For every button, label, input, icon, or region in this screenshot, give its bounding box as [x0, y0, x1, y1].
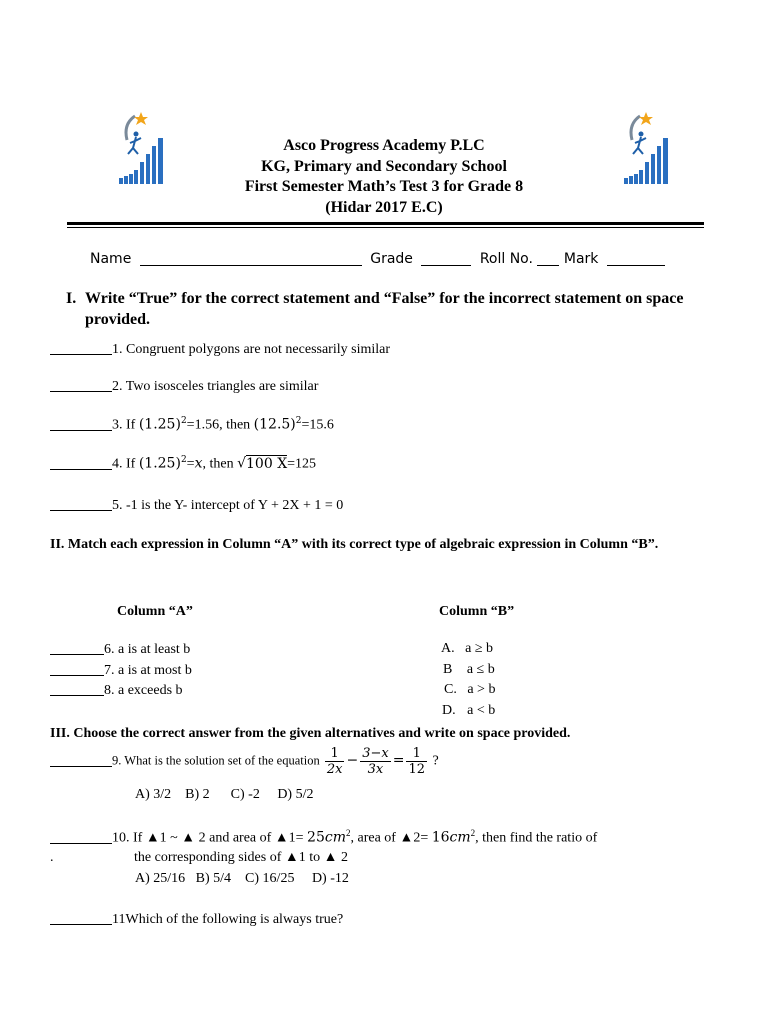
question-11	[50, 911, 343, 928]
document-header	[150, 136, 618, 218]
question-7	[50, 662, 192, 679]
area-2-unit: cm	[449, 829, 471, 846]
fraction-3-minus-x-over-3x	[360, 746, 391, 777]
option-text: a < b	[467, 703, 496, 718]
area-1-value: 25	[307, 829, 325, 846]
question-6-text: 6. a is at least b	[104, 642, 191, 657]
answer-blank-1[interactable]	[50, 341, 112, 355]
question-9-choices: A) 3/2 B) 2 C) -2 D) 5/2	[135, 787, 314, 802]
question-10	[50, 828, 597, 847]
area-2-value: 16	[431, 829, 450, 846]
fraction-denominator: 3x	[367, 762, 384, 777]
question-9-suffix: ?	[428, 753, 439, 769]
column-a-heading: Column “A”	[117, 604, 193, 619]
question-3-result: =15.6	[301, 417, 334, 433]
question-3-prefix: 3. If	[112, 417, 139, 433]
roll-label: Roll No.	[479, 251, 533, 267]
roll-blank[interactable]	[537, 251, 559, 266]
section-1-heading	[66, 288, 706, 330]
answer-blank-7[interactable]	[50, 662, 104, 676]
question-10-prefix: 10. If ▲1 ~ ▲ 2 and area of ▲1=	[112, 830, 308, 846]
school-name: Asco Progress Academy P.LC	[283, 137, 485, 154]
question-2	[50, 378, 318, 395]
question-4-prefix: 4. If	[112, 456, 139, 472]
area-2-exponent: 2	[470, 828, 476, 838]
question-3	[50, 416, 334, 434]
fraction-numerator: 3−x	[362, 746, 389, 761]
question-4-exponent: 2	[180, 455, 187, 465]
section-1-number: I.	[66, 290, 77, 307]
question-4-middle: , then	[202, 456, 238, 472]
option-text: a > b	[467, 682, 496, 697]
answer-blank-6[interactable]	[50, 641, 104, 655]
name-label: Name	[90, 251, 132, 267]
question-4-result: =125	[287, 456, 317, 472]
header-rule-thin	[67, 227, 704, 228]
question-3-middle: =1.56, then	[186, 417, 254, 433]
student-info-line	[90, 251, 665, 267]
school-type: KG, Primary and Secondary School	[261, 157, 507, 175]
question-5-text: 5. -1 is the Y- intercept of Y + 2X + 1 = 0	[112, 498, 344, 513]
question-10-suffix: , then find the ratio of	[475, 830, 598, 846]
option-text: a ≤ b	[466, 662, 495, 677]
question-2-text: 2. Two isosceles triangles are similar	[112, 379, 319, 394]
name-blank[interactable]	[140, 251, 362, 266]
grade-blank[interactable]	[421, 251, 471, 266]
answer-blank-10[interactable]	[50, 830, 112, 844]
answer-blank-2[interactable]	[50, 378, 112, 392]
option-letter: D.	[442, 703, 456, 718]
question-10-line-2: the corresponding sides of ▲1 to ▲ 2	[134, 850, 348, 865]
mark-blank[interactable]	[607, 251, 665, 266]
minus-sign: −	[346, 752, 359, 769]
fraction-1-over-2x	[325, 746, 345, 777]
question-11-text: 11Which of the following is always true?	[112, 912, 344, 927]
question-9	[50, 746, 439, 777]
section-1-instructions: Write “True” for the correct statement and “False” for the incorrect statement on space provided.	[85, 290, 684, 328]
fraction-denominator: 12	[408, 762, 425, 777]
answer-blank-11[interactable]	[50, 911, 112, 925]
area-1-exponent: 2	[346, 828, 351, 838]
fraction-denominator: 2x	[326, 762, 343, 777]
question-4-base: (1.25)	[138, 455, 181, 472]
option-text: a ≥ b	[465, 641, 494, 656]
column-b-option-c	[444, 682, 495, 698]
question-10-middle: , area of ▲2=	[350, 830, 432, 846]
column-b-option-d	[442, 703, 495, 719]
grade-label: Grade	[370, 251, 413, 267]
question-10-choices: A) 25/16 B) 5/4 C) 16/25 D) -12	[135, 871, 349, 886]
question-4-equals: =	[186, 456, 195, 472]
square-root-sign: √	[237, 455, 247, 472]
question-8	[50, 682, 183, 699]
column-b-option-a	[441, 641, 493, 657]
question-4	[50, 455, 316, 473]
column-b-heading: Column “B”	[439, 604, 515, 619]
answer-blank-3[interactable]	[50, 417, 112, 431]
section-2-heading: II. Match each expression in Column “A” with its correct type of algebraic expression in Column “B”.	[50, 537, 659, 552]
option-letter: A.	[441, 641, 455, 656]
question-3-base-1: (1.25)	[138, 416, 181, 433]
question-10-dot: .	[50, 850, 54, 865]
question-1	[50, 341, 390, 358]
question-4-variable: x	[194, 455, 203, 472]
answer-blank-8[interactable]	[50, 682, 104, 696]
answer-blank-9[interactable]	[50, 753, 112, 767]
header-rule-thick	[67, 222, 704, 225]
column-b-option-b	[443, 662, 495, 678]
school-logo-right	[618, 110, 674, 190]
answer-blank-4[interactable]	[50, 456, 112, 470]
option-letter: B	[443, 662, 453, 677]
fraction-numerator: 1	[325, 746, 345, 762]
question-4-radicand: 100 X	[246, 455, 288, 472]
question-6	[50, 641, 190, 658]
question-8-text: 8. a exceeds b	[104, 683, 183, 698]
area-1-unit: cm	[324, 829, 346, 846]
test-date: (Hidar 2017 E.C)	[325, 198, 443, 216]
question-3-exponent-1: 2	[180, 416, 187, 426]
question-3-exponent-2: 2	[295, 416, 302, 426]
section-3-heading: III. Choose the correct answer from the given alternatives and write on space provided.	[50, 726, 571, 741]
question-3-base-2: (12.5)	[253, 416, 296, 433]
answer-blank-5[interactable]	[50, 497, 112, 511]
option-letter: C.	[444, 682, 457, 697]
mark-label: Mark	[563, 251, 599, 267]
question-7-text: 7. a is at most b	[104, 663, 192, 678]
question-5	[50, 497, 343, 514]
test-title: First Semester Math’s Test 3 for Grade 8	[244, 178, 524, 195]
equals-sign: =	[392, 752, 405, 769]
fraction-numerator: 1	[406, 746, 427, 762]
fraction-1-over-12	[406, 746, 427, 777]
question-9-prefix: 9. What is the solution set of the equation	[112, 753, 323, 768]
question-1-text: 1. Congruent polygons are not necessarily similar	[112, 342, 390, 357]
